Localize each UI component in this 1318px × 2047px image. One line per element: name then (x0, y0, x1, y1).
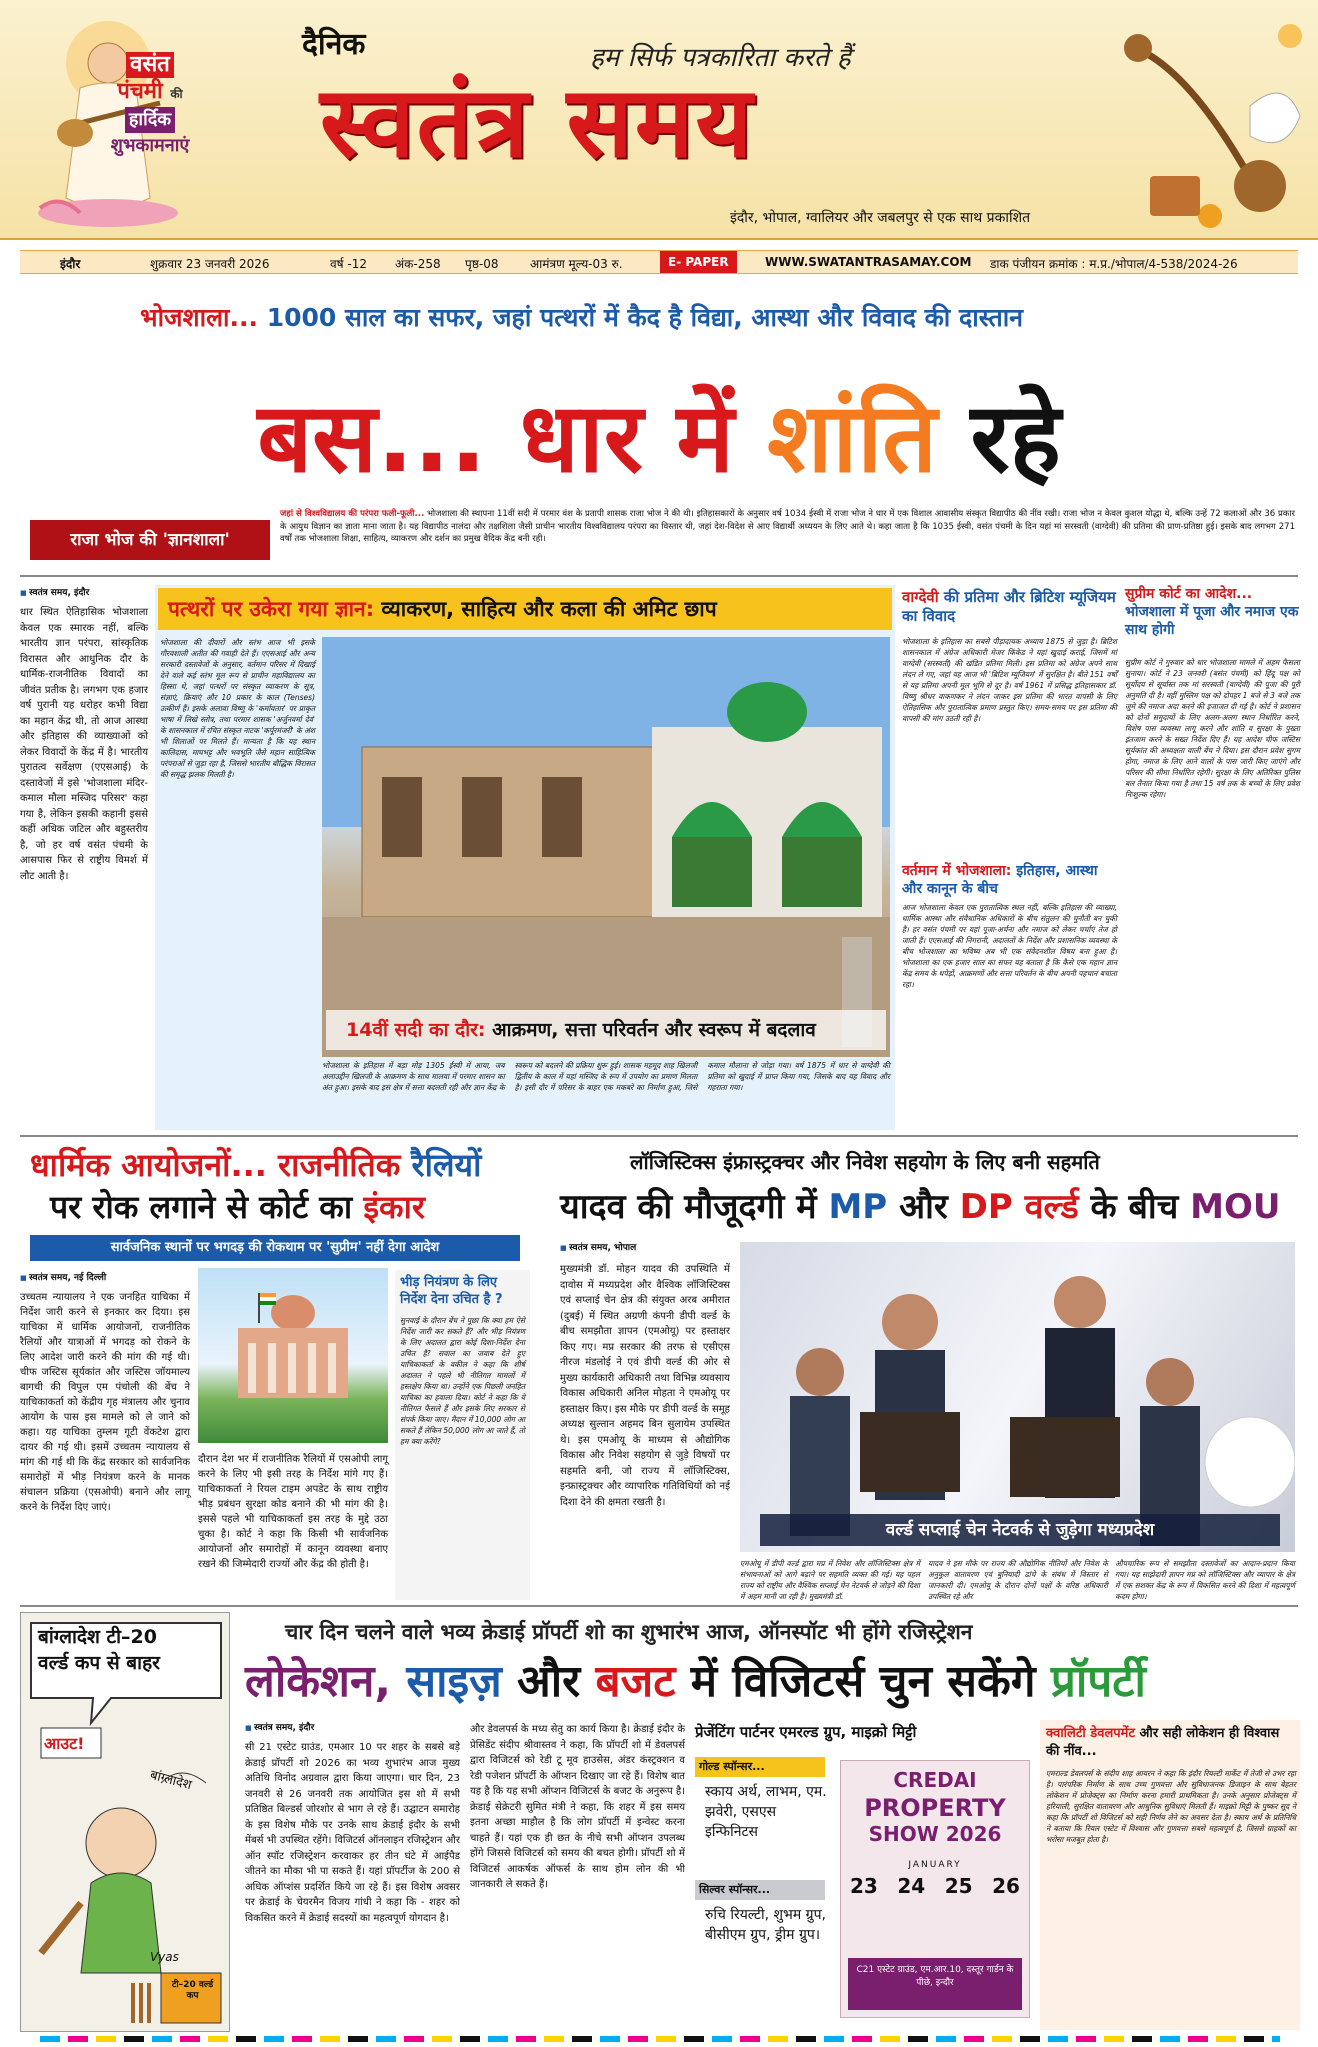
credai-column-1: सी 21 एस्टेट ग्राउंड, एमआर 10 पर शहर के सबसे बड़े क्रेडाई प्रॉपर्टी शो 2026 का भव्य शुभारंभ आज मुख्य अतिथि विनोद अग्रवाल द्वारा किया जाएगा। चार दिन, 23 जनवरी से 26 जनवरी तक आयोजित इस शो में सभी प्रतिष्ठित बिल्डर्स जोरशोर से भाग ले रहे हैं। उद्घाटन समारोह के इस विशेष मौके पर उनके साथ क्रेडाई इंदौर के सभी मेंबर्स भी उपस्थित रहेंगे। विजिटर्स ऑनलाइन रजिस्ट्रेशन और ऑन स्पॉट रजिस्ट्रेशन करवाकर हर तीन घंटे में आईपैड जीतने का मौका भी पा सकते हैं। यहां प्रॉपर्टीज के 200 से अधिक ऑप्शंस प्रदर्शित किये जा रहे हैं। इस विशेष अवसर पर क्रेडाई के चेयरमैन विजय गांधी ने कहा कि - शहर को विकसित करने में क्रेडाई सदस्यों का महत्वपूर्ण योगदान है। (245, 1742, 460, 1924)
edition-line: इंदौर, भोपाल, ग्वालियर और जबलपुर से एक साथ प्रकाशित (730, 210, 1031, 226)
postal-registration: डाक पंजीयन क्रमांक : म.प्र./भोपाल/4-538/2024-26 (990, 257, 1238, 271)
greeting-panchami: पंचमी (117, 79, 163, 104)
vagdevi-heading-red: वाग्देवी (902, 588, 939, 606)
credai-h-location: लोकेशन, (245, 1656, 392, 1707)
current-column: आज भोजशाला केवल एक पुरातात्विक स्थल नहीं, बल्कि इतिहास की व्याख्या, धार्मिक आस्था और संवैधानिक अधिकारों के बीच संतुलन की चुनौती बन चुकी है। हर वसंत पंचमी पर यहां पूजा-अर्चना और नमाज को लेकर चर्चाएं तेज हो जाती हैं। एएसआई की निगरानी, अदालतों के निर्देश और प्रशासनिक व्यवस्था के बीच भोजशाला का भविष्य अब भी एक संवेदनशील विषय बना हुआ है। भोजशाला का एक हजार साल का सफर यह बताता है कि कैसे एक महान ज्ञान केंद्र समय के थपेड़ों, आक्रमणों और सत्ता परिवर्तन के बीच अपनी पहचान बचाता रहा। (902, 903, 1117, 989)
lead-byline: ■ स्वतंत्र समय, इंदौर (20, 585, 89, 598)
mou-kicker: लॉजिस्टिक्स इंफ्रास्ट्रक्चर और निवेश सहयोग के लिए बनी सहमति (630, 1150, 1100, 1174)
court-column-1: उच्चतम न्यायालय ने एक जनहित याचिका में निर्देश जारी करने से इनकार कर दिया। इस याचिका में धार्मिक आयोजनों, राजनीतिक रैलियों और यात्राओं में भगदड़ को रोकने के लिए आदेश जारी करने की मांग की गई थी। चीफ जस्टिस सूर्यकांत और जस्टिस जॉयमाल्य बागची की विपुल एम पंचोली की बेंच ने याचिकाकर्ता को केंद्रीय गृह मंत्रालय और चुनाव आयोग के पास इस मामले को ले जाने को कहा। यह याचिका तुम्लम गूटी वेंकटेश द्वारा दायर की गई थी। इसमें उच्चतम न्यायालय से मांग की गई थी कि केंद्र सरकार को सार्वजनिक समारोहों में भीड़ नियंत्रण करने के मानक संचालन प्रक्रिया (एसओपी) बनाने और लागू करने के निर्देश दिए जाएं। (20, 1292, 190, 1513)
cartoon-line-2: वर्ल्ड कप से बाहर (38, 1652, 160, 1674)
feature-under-photo: भोजशाला के इतिहास में बड़ा मोड़ 1305 ईस्वी में आया, जब अलाउद्दीन खिलजी के आक्रमण के साथ मालवा में परमार शासन का अंत हुआ। इसके बाद इस क्षेत्र में सत्ता बदलती रही और ज्ञान केंद्र के स्वरूप को बदलने की प्रक्रिया शुरू हुई। शासक महमूद शाह खिलजी द्वितीय के काल में यहां मस्जिद के रूप में उपयोग का प्रमाण मिलता है। इसी दौर में परिसर के बाहर एक मकबरे का निर्माण हुआ, जिसे कमाल मौलाना से जोड़ा गया। वर्ष 1875 में धार से वाग्देवी की प्रतिमा को खुदाई में प्राप्त किया गया, जिसके बाद यह विवाद और गहराता गया। (322, 1061, 890, 1092)
feature-banner-2 (326, 1010, 886, 1050)
epaper-badge[interactable]: E- PAPER (660, 251, 737, 273)
greeting-shubhkamnayen: शुभकामनाएं (110, 135, 190, 156)
banner-2-text: आक्रमण, सत्ता परिवर्तन और स्वरूप में बदलाव (492, 1019, 816, 1041)
cartoon-tag: बांग्लादेश (148, 1767, 194, 1794)
court-h1-blue: रैलियों (411, 1146, 482, 1184)
credai-h-property: प्रॉपर्टी (1050, 1656, 1146, 1707)
property-show-year: SHOW 2026 (868, 1822, 1002, 1846)
current-heading-text: इतिहास, आस्था और कानून के बीच (902, 863, 1098, 897)
supreme-court-column: सुप्रीम कोर्ट ने गुरुवार को धार भोजशाला मामले में अहम फैसला सुनाया। कोर्ट ने 23 जनवरी (बसंत पंचमी) को हिंदू पक्ष को सूर्योदय से सूर्यास्त तक मां सरस्वती (वाग्देवी) की पूजा की पूरी अनुमति दी है। वहीं मुस्लिम पक्ष को दोपहर 1 बजे से 3 बजे तक जुमे की नमाज अदा करने की इजाजत दी गई है। कोर्ट ने प्रशासन को दोनों समुदायों के लिए अलग-अलग स्थान निर्धारित करने, विशेष पास व्यवस्था लागू करने और शांति व सुरक्षा के पुख्ता इंतजाम करने के सख्त निर्देश दिए हैं। यह आदेश चीफ जस्टिस सूर्यकांत की अध्यक्षता वाली बेंच ने दिया। इस दौरान प्रवेश सुगम होगा, नमाज के लिए आने वालों के पास जारी किए जाएंगे और परिसर की सीमा निर्धारित रहेगी। सुरक्षा के लिए अतिरिक्त पुलिस बल तैनात किया गया है तथा 15 वर्ष तक के बच्चों के लिए प्रवेश निःशुल्क रहेगा। (1125, 658, 1300, 799)
current-heading-red: वर्तमान में भोजशाला: (902, 863, 1012, 879)
lead-intro (280, 508, 1295, 546)
feature-banner-1 (158, 588, 892, 630)
lead-kicker-red: भोजशाला... (140, 303, 258, 332)
website-link[interactable]: WWW.SWATANTRASAMAY.COM (765, 255, 972, 269)
lead-column-1: धार स्थित ऐतिहासिक भोजशाला केवल एक स्मारक नहीं, बल्कि भारतीय ज्ञान परंपरा, सांस्कृतिक विरासत और आधुनिक दौर के धार्मिक-राजनीतिक विवादों का जीवंत प्रतीक है। लगभग एक हजार वर्ष पुरानी यह धरोहर कभी विद्या का महान केंद्र थी, तो आज आस्था और इतिहास की व्याख्याओं को लेकर विवादों के केंद्र में है। भारतीय पुरातत्व सर्वेक्षण (एएसआई) के दस्तावेजों में इसे 'भोजशाला मंदिर-कमाल मौला मस्जिद परिसर' कहा गया है, लेकिन इसकी कहानी इससे कहीं अधिक जटिल और बहुस्तरीय है, जो हर वर्ष वसंत पंचमी के आसपास फिर से राष्ट्रीय विमर्श में लौट आती है। (20, 607, 148, 882)
mou-h-mp: MP (828, 1187, 888, 1227)
show-date-4: 26 (992, 1874, 1020, 1898)
cartoon-signature: Vyas (150, 1950, 179, 1964)
court-box-text: सुनवाई के दौरान बेंच ने पूछा कि क्या हम ऐसे निर्देश जारी कर सकते हैं? और भीड़ नियंत्रण के लिए अदालत द्वारा कोई दिशा-निर्देश देना उचित है? सवाल का जवाब देते हुए याचिकाकर्ता के वकील ने कहा कि शीर्ष अदालत ने पहले भी नीतिगत मामलों में हस्तक्षेप किया था। उन्होंने एक पिछली जनहित याचिका का हवाला दिया। कोर्ट ने कहा कि ये नीतिगत फैसले हैं और इसके लिए सरकार से संपर्क किया जाए। मैदान में 10,000 लोग आ सकते हैं लेकिन 50,000 लोग आ जाते हैं, तो हम क्या करेंगे? (400, 1316, 525, 1446)
mou-h-mou: MOU (1190, 1187, 1281, 1227)
quality-box (1040, 1720, 1300, 2030)
daily-label: दैनिक (302, 27, 366, 62)
credai-logo: CREDAI (893, 1768, 977, 1792)
mou-photo-drawing (740, 1242, 1295, 1552)
bhojshala-photo (322, 637, 890, 1057)
feature-column-stones: भोजशाला की दीवारों और स्तंभ आज भी इसके गौरवशाली अतीत की गवाही देते हैं। एएसआई और अन्य सरकारी दस्तावेजों के अनुसार, वर्तमान परिसर में दिखाई देने वाले कई स्तंभ मूल रूप से प्राचीन महाविद्यालय का हिस्सा थे, जहां पत्थरों पर संस्कृत व्याकरण के सूत्र, संज्ञाएं, क्रियाएं और 10 प्रकार के काल (Tenses) उत्कीर्ण हैं। इसके अलावा विष्णु के 'कर्मावतार' पर प्राकृत भाषा में लिखे स्तोत्र, तथा परमार शासक 'अर्जुनवर्मा देव' के शासनकाल में रचित संस्कृत नाटक 'कर्पूरमंजरी' के अंश भी शिलाओं पर मिलते हैं। मान्यता है कि यह स्थान कालिदास, माघभट्ट और भवभूति जैसे महान साहित्यिक परंपराओं से जुड़ा रहा है, जिससे भारतीय बौद्धिक विरासत की समृद्ध झलक मिलती है। (160, 638, 315, 779)
show-month: JANUARY (908, 1860, 962, 1870)
show-date-3: 25 (944, 1874, 973, 1898)
quality-column: एमराल्ड डेवलपर्स के संदीप शाह आयरन ने कहा कि इंदौर रियल्टी मार्केट में तेजी से उभर रहा है। पारंपरिक निर्माण के साथ उच्च गुणवत्ता और सुविधाजनक डिजाइन के साथ बेहतर लोकेशन में प्रोजेक्ट्स का निर्माण करना हमारी प्राथमिकता है। उनके अनुसार प्रोजेक्ट्स में हरियाली, सुरक्षित वातावरण और आधुनिक सुविधाएं मिलती हैं। माइक्रो मिट्टी के पुष्कर सूद ने कहा कि प्रॉपर्टी शो विजिटर्स को सही निर्णय लेने का अवसर देता है। स्काय अर्थ के प्रतिनिधि ने बताया कि रियल एस्टेट में विश्वास और गुणवत्ता सबसे महत्वपूर्ण है, जिससे ग्राहकों का भरोसा मजबूत होता है। (1046, 1769, 1296, 1844)
mou-photo-caption: वर्ल्ड सप्लाई चेन नेटवर्क से जुड़ेगा मध्यप्रदेश (760, 1514, 1280, 1546)
edition-city: इंदौर (60, 257, 81, 271)
cartoon-cup-label: टी–20 वर्ल्ड कप (171, 1980, 214, 2001)
greeting-block (95, 52, 205, 159)
cartoon-drawing (21, 1613, 231, 2033)
mou-headline (560, 1182, 1281, 1232)
lead-kicker-blue: 1000 साल का सफर, जहां पत्थरों में कैद है विद्या, आस्था और विवाद की दास्तान (266, 303, 1024, 332)
page-count: पृष्ठ-08 (465, 257, 499, 271)
newspaper-name: स्वतंत्र समय (320, 66, 755, 180)
credai-presenting: प्रेजेंटिंग पार्टनर एमरल्ड ग्रुप, माइक्रो मिट्टी (695, 1723, 917, 1741)
quality-heading-text: और सही लोकेशन ही विश्वास की नींव... (1046, 1726, 1280, 1759)
court-h2-red: इंकार (363, 1188, 425, 1226)
issue-info-bar (20, 250, 1298, 274)
section-divider (20, 1605, 1298, 1607)
mou-h-and: और (899, 1187, 948, 1227)
quality-heading-red: क्वालिटी डेवलपमेंट (1046, 1726, 1136, 1741)
mou-signing-photo (740, 1242, 1295, 1552)
mou-bottom-col-1: एमओयू में डीपी वर्ल्ड द्वारा मप्र में निवेश और लॉजिस्टिक्स क्षेत्र में संभावनाओं को आगे बढ़ाने पर सहमति व्यक्त की गई। यह पहल राज्य को राष्ट्रीय और वैश्विक सप्लाई चेन नेटवर्क से जोड़ने की दिशा में अहम मानी जा रही है। मुख्यमंत्री डॉ. (740, 1559, 920, 1601)
show-date-2: 24 (897, 1874, 926, 1898)
credai-column-2: और डेवलपर्स के मध्य सेतु का कार्य किया है। क्रेडाई इंदौर के प्रेसिडेंट संदीप श्रीवास्तव ने कहा, कि प्रॉपर्टी शो में डेवलपर्स द्वारा विजिटर्स को रेडी टू मूव हाउसेस, अंडर कंस्ट्रक्शन व रेडी पजेशन प्रॉपर्टी के ऑप्शन दिखाए जा रहे हैं। विशेष बात यह है कि यह सभी ऑप्शन विजिटर्स के बजट के अनुरूप है। क्रेडाई सेक्रेटरी सुमित मंत्री ने कहा, कि शहर में इस समय इतना अच्छा माहौल है कि लोग प्रॉपर्टी में इन्वेस्ट करना चाहते हैं। यहां एक ही छत के नीचे सभी ऑप्शन उपलब्ध होंगे जिससे विजिटर्स को समय की बचत होगी। प्रॉपर्टी शो में विजिटर्स आकर्षक ऑफर्स के साथ होम लोन की भी जानकारी ले सकते हैं। (470, 1724, 685, 1890)
banner-1-text: व्याकरण, साहित्य और कला की अमिट छाप (381, 597, 717, 621)
headline-part1: बस... धार में (257, 382, 734, 494)
sc-heading-text: भोजशाला में पूजा और नमाज एक साथ होगी (1125, 604, 1299, 638)
credai-headline (245, 1652, 1146, 1712)
quality-heading (1046, 1725, 1296, 1761)
gold-sponsor-label: गोल्ड स्पॉन्सर... (695, 1757, 825, 1777)
lead-kicker (140, 300, 1023, 334)
mou-h-text1: यादव की मौजूदगी में (560, 1187, 817, 1227)
court-h2-text: पर रोक लगाने से कोर्ट का (50, 1188, 353, 1226)
issue-number: अंक-258 (395, 257, 441, 271)
cartoon-out-text: आउट! (44, 1734, 85, 1753)
credai-byline: ■ स्वतंत्र समय, इंदौर (245, 1720, 314, 1733)
banner-2-red: 14वीं सदी का दौर: (346, 1019, 486, 1041)
color-registration-bar (40, 2036, 1280, 2042)
court-box-heading: भीड़ नियंत्रण के लिए निर्देश देना उचित है ? (400, 1275, 503, 1307)
show-venue: C21 एस्टेट ग्राउंड, एम.आर.10, दस्तूर गार्डन के पीछे, इन्दौर (848, 1958, 1022, 2010)
sc-heading-red: सुप्रीम कोर्ट का आदेश... (1125, 586, 1253, 602)
credai-h-text: में विजिटर्स चुन सकेंगे (690, 1656, 1036, 1707)
show-date-1: 23 (850, 1874, 878, 1898)
credai-h-and: और (517, 1656, 581, 1707)
banner-1-red: पत्थरों पर उकेरा गया ज्ञान: (168, 597, 375, 621)
lead-intro-red: जहां से विश्वविद्यालय की परंपरा फली-फूली... (280, 509, 425, 519)
issue-year: वर्ष -12 (330, 257, 368, 271)
court-strap: सार्वजनिक स्थानों पर भगदड़ की रोकथाम पर 'सुप्रीम' नहीं देगा आदेश (30, 1235, 520, 1261)
cartoon-line-1: बांग्लादेश टी–20 (38, 1626, 157, 1648)
section-divider (20, 575, 1298, 577)
court-headline-line1 (30, 1145, 481, 1185)
mou-column-1: मुख्यमंत्री डॉ. मोहन यादव की उपस्थिति में दावोस में मध्यप्रदेश और वैश्विक लॉजिस्टिक्स एवं सप्लाई चेन क्षेत्र की संयुक्त अरब अमीरात (दुबई) में स्थित अग्रणी कंपनी डीपी वर्ल्ड के बीच समझौता ज्ञापन (एमओयू) पर हस्ताक्षर किए गए। मप्र सरकार की तरफ से एसीएस नीरज मंडलोई ने एवं डीपी वर्ल्ड की ओर से मुख्य कार्यकारी अधिकारी तथा विभिन्न व्यवसाय विकास अधिकारी अनिल मोहता ने एमओयू पर हस्ताक्षर किए। इस मौके पर डीपी वर्ल्ड के समूह अध्यक्ष सुल्तान अहमद बिन सुलायेम उपस्थित थे। इस एमओयू के माध्यम से औद्योगिक विकास और निवेश सहयोग से जुड़े विषयों पर सहमति बनी, जो राज्य में लॉजिस्टिक्स, इन्फ्रास्ट्रक्चर और व्यापारिक गतिविधियों को नई दिशा देने की क्षमता रखती है। (560, 1264, 730, 1508)
credai-h-size: साइज़ (406, 1656, 502, 1707)
supreme-court-heading (1125, 585, 1300, 639)
credai-kicker: चार दिन चलने वाले भव्य क्रेडाई प्रॉपर्टी शो का शुभारंभ आज, ऑनस्पॉट भी होंगे रजिस्ट्रेशन (285, 1620, 973, 1644)
masthead (0, 0, 1318, 240)
tagline: हम सिर्फ पत्रकारिता करते हैं (590, 43, 851, 73)
headline-part3: रहे (970, 382, 1061, 494)
supreme-court-drawing (198, 1268, 388, 1443)
silver-sponsor-label: सिल्वर स्पॉन्सर... (695, 1880, 825, 1900)
court-byline: ■ स्वतंत्र समय, नई दिल्ली (20, 1270, 106, 1283)
greeting-vasant: वसंत (126, 52, 174, 78)
credai-h-budget: बजट (595, 1656, 676, 1707)
property-show-title: PROPERTY (864, 1794, 1006, 1822)
mou-h-text2: के बीच (1090, 1187, 1179, 1227)
current-heading (902, 862, 1117, 898)
issue-date: शुक्रवार 23 जनवरी 2026 (150, 257, 270, 271)
mou-h-dp: DP वर्ल्ड (959, 1187, 1079, 1227)
mou-bottom-col-3: औपचारिक रूप से समझौता दस्तावेजों का आदान-प्रदान किया गया। यह साझेदारी ज्ञापन मप्र को लॉजिस्टिक्स और व्यापार के क्षेत्र में एक सशक्त केंद्र के रूप में विकसित करने की दिशा में महत्वपूर्ण कदम होगा। (1115, 1559, 1295, 1601)
vagdevi-column: भोजशाला के इतिहास का सबसे पीड़ादायक अध्याय 1875 से जुड़ा है। ब्रिटिश शासनकाल में अंग्रेज अधिकारी मेजर किंकेड ने यहां खुदाई कराई, जिसमें मां वाग्देवी (सरस्वती) की खंडित प्रतिमा मिली। इस प्रतिमा को अंग्रेज अपने साथ लंदन ले गए, जहां यह आज भी 'ब्रिटिश म्यूजियम' में सुरक्षित है। बीते 151 वर्षों से यह प्रतिमा अपनी मूल भूमि से दूर है। वर्ष 1961 में प्रसिद्ध इतिहासकार डॉ. विष्णु श्रीधर वाकणकर ने लंदन जाकर इस प्रतिमा की भारत वापसी के लिए ऐतिहासिक और पुरातात्विक प्रमाण प्रस्तुत किए। समय-समय पर इस प्रतिमा की वापसी की मांग उठती रही है। (902, 637, 1117, 723)
mou-bottom-col-2: यादव ने इस मौके पर राज्य की औद्योगिक नीतियों और निवेश के अनुकूल वातावरण एवं बुनियादी ढांचे के संबंध में विस्तार से जानकारी दी। एमओयू के दौरान दोनों पक्षों के वरिष्ठ अधिकारी उपस्थित रहे और (928, 1559, 1108, 1601)
lead-headline (0, 378, 1318, 498)
supreme-court-photo (198, 1268, 388, 1443)
court-h1-red: धार्मिक आयोजनों... राजनीतिक (30, 1146, 401, 1184)
show-dates (850, 1874, 1020, 1898)
cartoon-caption (38, 1624, 218, 1676)
mou-byline: ■ स्वतंत्र समय, भोपाल (560, 1240, 636, 1253)
gold-sponsors: स्काय अर्थ, लाभम, एम. झवेरी, एसएस इन्फिनिटस (705, 1784, 827, 1840)
lead-intro-text: भोजशाला की स्थापना 11वीं सदी में परमार वंश के प्रतापी शासक राजा भोज ने की थी। इतिहासकारों के अनुसार वर्ष 1034 ईस्वी में राजा भोज ने धार में एक विशाल आवासीय संस्कृत विद्यापीठ की नींव रखी। राजा भोज न केवल कुशल योद्धा थे, बल्कि उन्हें 72 कलाओं और 36 प्रकार के आयुध विज्ञान का ज्ञाता माना जाता है। यह विद्यापीठ नालंदा और तक्षशिला जैसी प्राचीन भारतीय विश्वविद्यालय परंपरा का विस्तार थी, जहां देश-विदेश से आए विद्यार्थी अध्ययन के लिए आते थे। कहा जाता है कि 1035 ईस्वी, वसंत पंचमी के दिन यहां मां सरस्वती (वाग्देवी) की प्रतिमा की प्राण-प्रतिष्ठा हुई। इसके बाद लगभग 271 वर्षों तक भोजशाला शिक्षा, साहित्य, व्याकरण और दर्शन का प्रमुख वैदिक केंद्र बनी रही। (280, 509, 1295, 544)
court-headline-line2 (50, 1187, 425, 1227)
silver-sponsors: रुचि रियल्टी, शुभम ग्रुप, बीसीएम ग्रुप, ड्रीम ग्रुप। (705, 1907, 826, 1943)
vagdevi-heading-text: की प्रतिमा और ब्रिटिश म्यूजियम का विवाद (902, 588, 1116, 625)
headline-part2: शांति (767, 382, 938, 494)
bhojshala-photo-drawing (322, 637, 890, 1057)
court-column-2: दौरान देश भर में राजनीतिक रैलियों में एसओपी लागू करने के लिए भी इसी तरह के निर्देश मांगे गए हैं। याचिकाकर्ता ने रियल टाइम अपडेट के साथ राष्ट्रीय भीड़ प्रबंधन सुरक्षा कोड बनाने की भी मांग की है। इससे पहले भी याचिकाकर्ता इस तरह के मुद्दे उठा चुका है। कोर्ट ने कहा कि किसी भी सार्वजनिक आयोजनों और समारोहों में कानून व्यवस्था बनाए रखने की जिम्मेदारी राज्यों और केंद्र की होती है। (198, 1454, 388, 1570)
section-divider (20, 1135, 1298, 1137)
raja-bhoj-tag: राजा भोज की 'ज्ञानशाला' (30, 520, 270, 560)
vagdevi-heading (902, 588, 1117, 626)
issue-price: आमंत्रण मूल्य-03 रु. (530, 257, 623, 271)
greeting-ki: की (170, 87, 183, 101)
greeting-hardik: हार्दिक (125, 107, 175, 133)
veena-illustration (1110, 6, 1310, 236)
